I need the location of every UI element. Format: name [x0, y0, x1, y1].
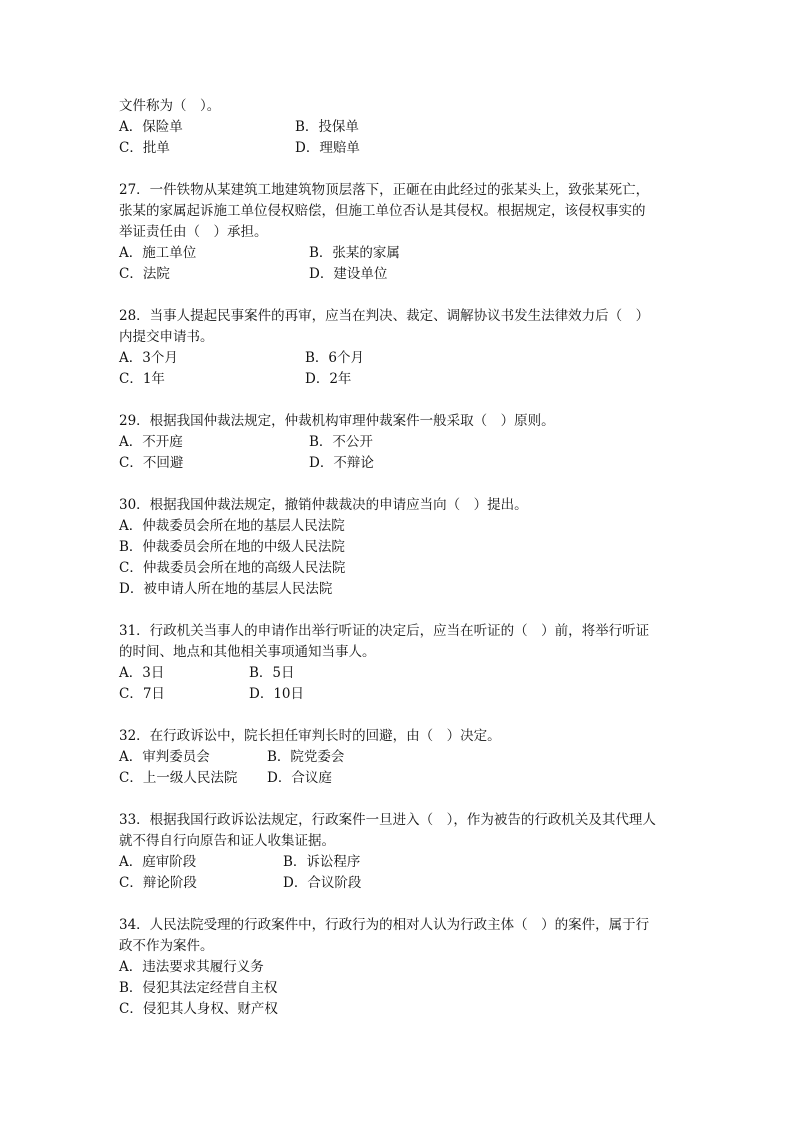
answer-option: B．不公开	[309, 434, 373, 450]
answer-option: B．5日	[249, 665, 295, 681]
option-row	[119, 432, 679, 453]
exam-document	[119, 96, 679, 1020]
question-text-line: 张某的家属起诉施工单位侵权赔偿，但施工单位否认是其侵权。根据规定，该侵权事实的	[119, 203, 646, 219]
question-text-line: 30．根据我国仲裁法规定，撤销仲裁裁决的申请应当向（ ）提出。	[119, 497, 528, 513]
option-row	[119, 579, 679, 600]
option-row	[119, 747, 679, 768]
question-block	[119, 495, 679, 600]
answer-option: A．庭审阶段	[119, 854, 197, 870]
answer-option: B．侵犯其法定经营自主权	[119, 980, 278, 996]
question-block	[119, 96, 679, 159]
question-block	[119, 726, 679, 789]
question-block	[119, 621, 679, 705]
answer-option: B．院党委会	[267, 749, 345, 765]
answer-option: D．被申请人所在地的基层人民法院	[119, 581, 333, 597]
option-row	[119, 957, 679, 978]
answer-option: A．3日	[119, 665, 165, 681]
option-row	[119, 558, 679, 579]
answer-option: C．仲裁委员会所在地的高级人民法院	[119, 560, 346, 576]
answer-option: C．辩论阶段	[119, 875, 197, 891]
option-row	[119, 453, 679, 474]
question-text-line: 33．根据我国行政诉讼法规定，行政案件一旦进入（ ），作为被告的行政机关及其代理人	[119, 812, 656, 828]
question-block	[119, 915, 679, 1020]
option-row	[119, 138, 679, 159]
option-row	[119, 369, 679, 390]
answer-option: A．审判委员会	[119, 749, 210, 765]
option-row	[119, 768, 679, 789]
option-row	[119, 663, 679, 684]
question-block	[119, 810, 679, 894]
answer-option: C．批单	[119, 140, 170, 156]
answer-option: C．1年	[119, 371, 165, 387]
answer-option: A．不开庭	[119, 434, 183, 450]
option-row	[119, 978, 679, 999]
answer-option: D．理赔单	[295, 140, 360, 156]
answer-option: B．张某的家属	[309, 245, 400, 261]
question-text-line: 27．一件铁物从某建筑工地建筑物顶层落下，正砸在由此经过的张某头上，致张某死亡，	[119, 182, 650, 198]
question-text-line: 举证责任由（ ）承担。	[119, 224, 268, 240]
option-row	[119, 348, 679, 369]
question-text-line: 31．行政机关当事人的申请作出举行听证的决定后，应当在听证的（ ）前，将举行听证	[119, 623, 650, 639]
answer-option: A．施工单位	[119, 245, 197, 261]
option-row	[119, 243, 679, 264]
answer-option: B．仲裁委员会所在地的中级人民法院	[119, 539, 345, 555]
answer-option: A．3个月	[119, 350, 178, 366]
option-row	[119, 684, 679, 705]
question-text-line: 文件称为（ ）。	[119, 98, 221, 114]
question-list	[119, 180, 679, 1020]
option-row	[119, 873, 679, 894]
question-text-line: 32．在行政诉讼中，院长担任审判长时的回避，由（ ）决定。	[119, 728, 501, 744]
answer-option: C．不回避	[119, 455, 184, 471]
question-block	[119, 306, 679, 390]
option-row	[119, 999, 679, 1020]
question-text-line: 内提交申请书。	[119, 329, 214, 345]
question-text-line: 28．当事人提起民事案件的再审，应当在判决、裁定、调解协议书发生法律效力后（ ）	[119, 308, 650, 324]
option-row	[119, 516, 679, 537]
answer-option: D．不辩论	[309, 455, 374, 471]
answer-option: D．建设单位	[309, 266, 388, 282]
answer-option: B．诉讼程序	[283, 854, 361, 870]
question-block	[119, 411, 679, 474]
answer-option: A．违法要求其履行义务	[119, 959, 264, 975]
answer-option: C．侵犯其人身权、财产权	[119, 1001, 278, 1017]
question-block	[119, 180, 679, 285]
answer-option: C．7日	[119, 686, 165, 702]
answer-option: A．保险单	[119, 119, 183, 135]
answer-option: C．上一级人民法院	[119, 770, 238, 786]
answer-option: B．6个月	[305, 350, 365, 366]
question-text-line: 的时间、地点和其他相关事项通知当事人。	[119, 644, 376, 660]
answer-option: A．仲裁委员会所在地的基层人民法院	[119, 518, 345, 534]
option-row	[119, 264, 679, 285]
question-text-line: 就不得自行向原告和证人收集证据。	[119, 833, 335, 849]
question-text-line: 34．人民法院受理的行政案件中，行政行为的相对人认为行政主体（ ）的案件，属于行	[119, 917, 650, 933]
option-row	[119, 537, 679, 558]
answer-option: D．2年	[305, 371, 352, 387]
question-text-line: 政不作为案件。	[119, 938, 214, 954]
answer-option: B．投保单	[295, 119, 359, 135]
question-text-line: 29．根据我国仲裁法规定，仲裁机构审理仲裁案件一般采取（ ）原则。	[119, 413, 555, 429]
option-row	[119, 117, 679, 138]
answer-option: D．合议庭	[267, 770, 332, 786]
option-row	[119, 852, 679, 873]
answer-option: D．合议阶段	[283, 875, 362, 891]
answer-option: C．法院	[119, 266, 170, 282]
answer-option: D．10日	[249, 686, 305, 702]
